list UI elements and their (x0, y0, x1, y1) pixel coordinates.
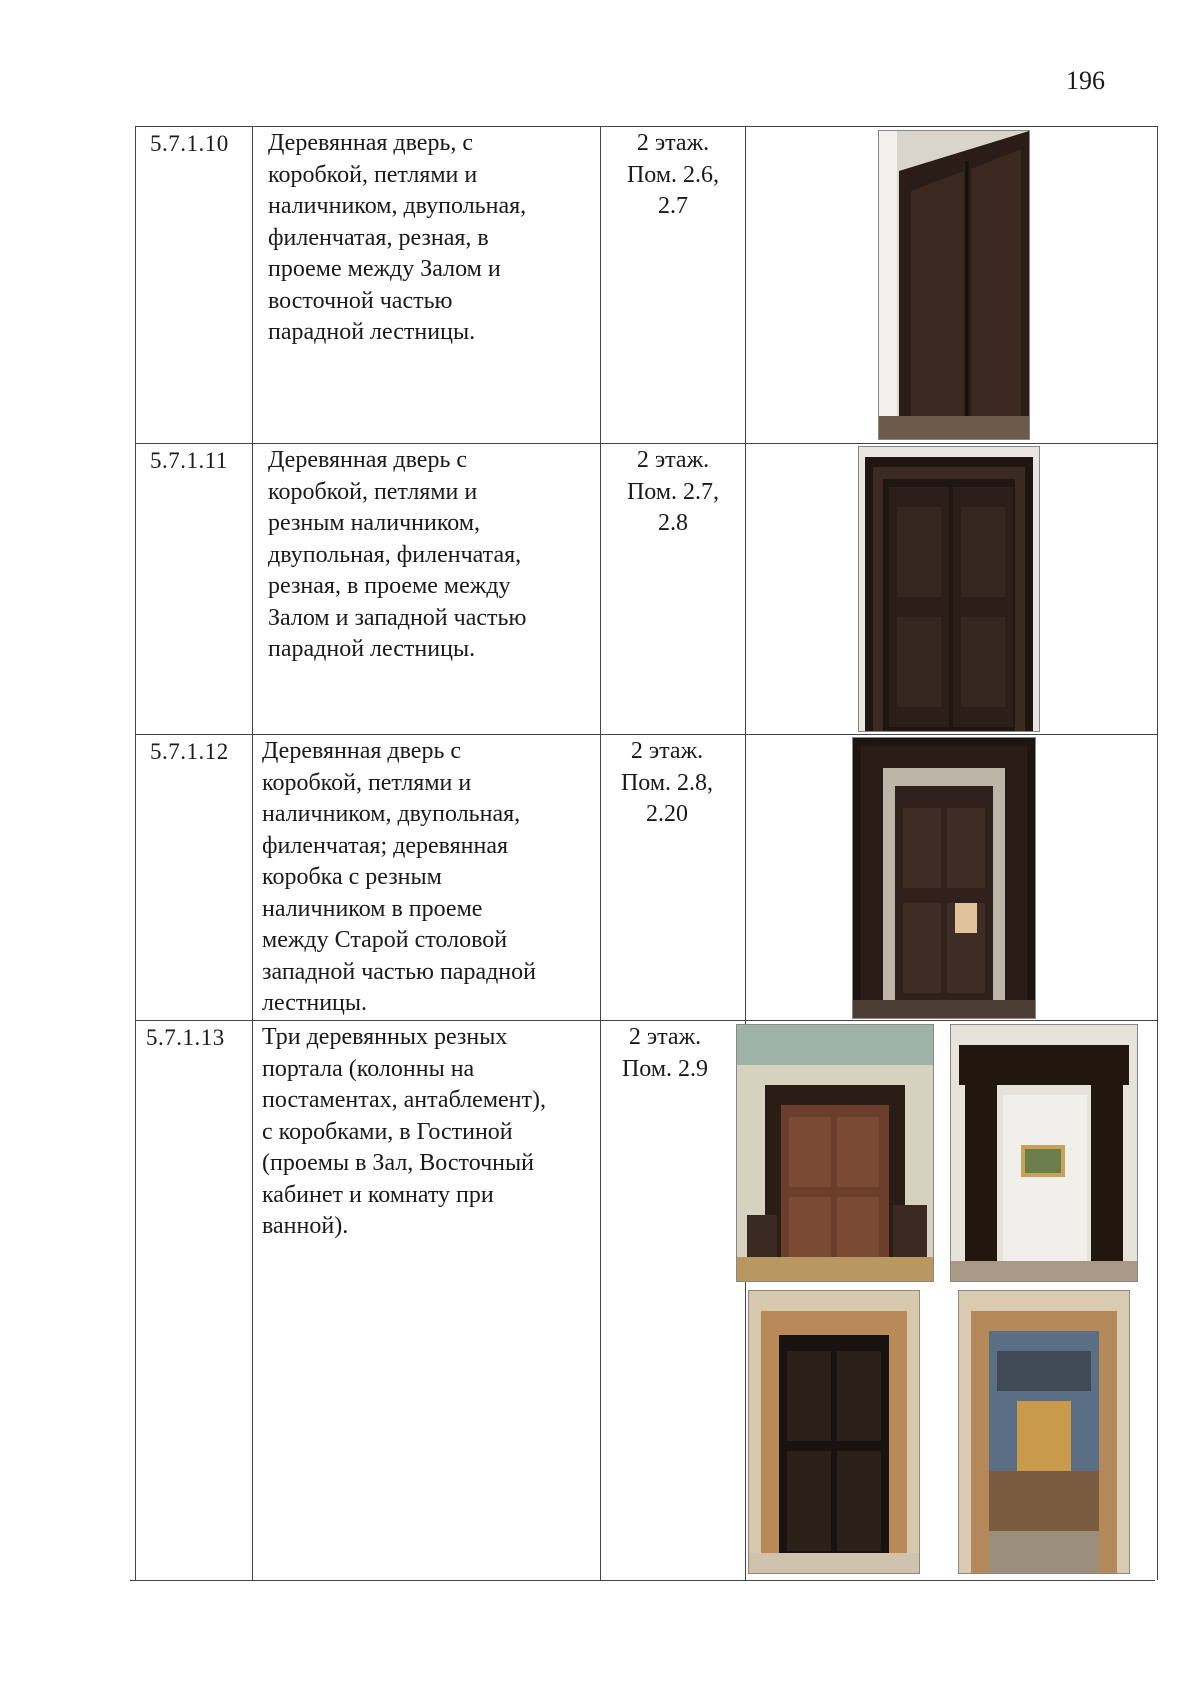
table-rule (1157, 126, 1158, 1580)
row-code: 5.7.1.11 (150, 448, 228, 473)
row-description: Деревянная дверь с коробкой, петлями и резным наличником, двупольная, филенчатая, резная, в проеме между Залом и западной частью парадной лестницы. (268, 447, 527, 662)
row-code: 5.7.1.10 (150, 131, 229, 156)
row-code: 5.7.1.12 (150, 739, 229, 764)
table-rule (135, 734, 1157, 735)
row-location: 2 этаж. Пом. 2.8, 2.20 (620, 738, 714, 827)
table-rule (135, 443, 1157, 444)
door-photo (858, 446, 1040, 732)
row-location: 2 этаж. Пом. 2.6, 2.7 (626, 130, 720, 219)
door-photo (878, 130, 1030, 440)
row-location: 2 этаж. Пом. 2.9 (621, 1024, 709, 1082)
table-rule (135, 126, 1157, 127)
portal-photo (736, 1024, 934, 1282)
page-number: 196 (1066, 66, 1105, 95)
table-rule (600, 126, 601, 1580)
doorway-photo (958, 1290, 1130, 1574)
portal-photo (950, 1024, 1138, 1282)
row-description: Деревянная дверь с коробкой, петлями и наличником, двупольная, филенчатая; деревянная коробка с резным наличником в проеме между Старой столовой западной частью парадной лестницы. (262, 738, 536, 1016)
table-rule (135, 1020, 1157, 1021)
door-photo (852, 737, 1036, 1019)
doorway-photo (748, 1290, 920, 1574)
table-rule (252, 126, 253, 1580)
row-location: 2 этаж. Пом. 2.7, 2.8 (626, 447, 720, 536)
table-rule (130, 1580, 1155, 1581)
row-code: 5.7.1.13 (146, 1025, 225, 1050)
table-rule (135, 126, 136, 1580)
row-description: Три деревянных резных портала (колонны на постаментах, антаблемент), с коробками, в Гостиной (проемы в Зал, Восточный кабинет и комнату при ванной). (262, 1024, 546, 1239)
row-description: Деревянная дверь, с коробкой, петлями и наличником, двупольная, филенчатая, резная, в проеме между Залом и восточной частью парадной лестницы. (268, 130, 527, 345)
table-rule (745, 126, 746, 1580)
